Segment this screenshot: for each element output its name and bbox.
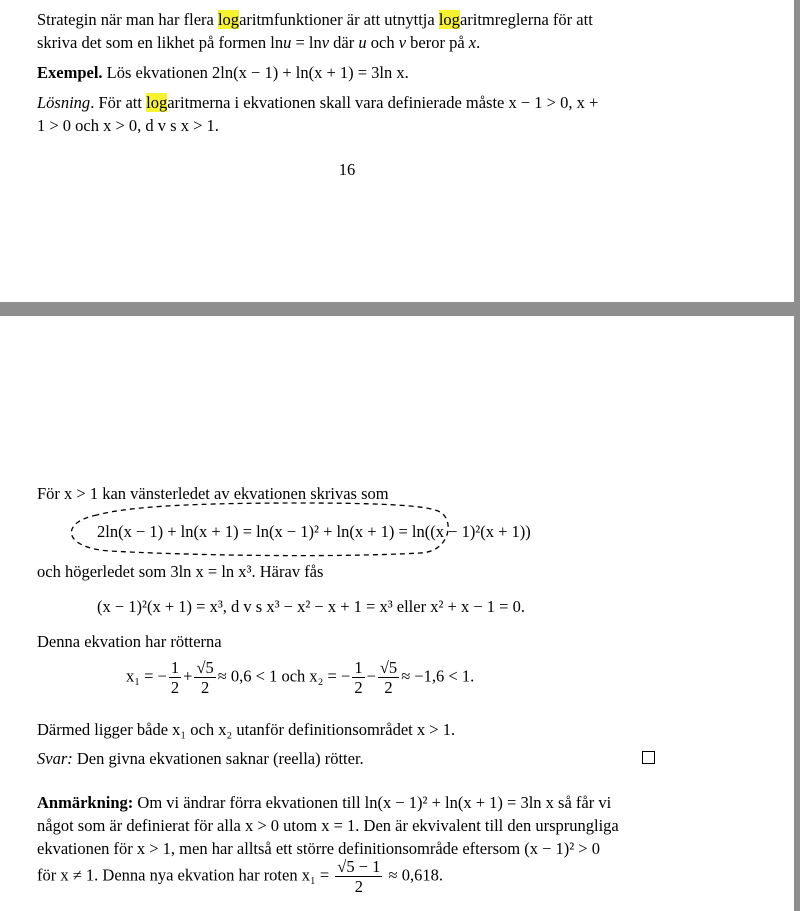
intro-line: För x > 1 kan vänsterledet av ekvationen skrivas som — [37, 484, 389, 503]
right-side-line: och högerledet som 3ln x = ln x³. Härav fås — [37, 562, 324, 581]
answer-line: Svar: Den givna ekvationen saknar (reella) rötter. — [37, 749, 364, 768]
example-statement: Exempel. Lös ekvationen 2ln(x − 1) + ln(x + 1) = 3ln x. — [37, 63, 409, 82]
roots-intro: Denna ekvation har rötterna — [37, 632, 222, 651]
remark-line3: ekvationen för x > 1, men har alltså ett större definitionsområde eftersom (x − 1)² > 0 — [37, 839, 600, 858]
fraction-sqrt5-half: $\frac{√5}{2}$ — [196, 658, 214, 697]
page-number: 16 — [338, 160, 356, 179]
equation-left-side: 2ln(x − 1) + ln(x + 1) = ln(x − 1)² + ln(x + 1) = ln((x − 1)²(x + 1)) — [97, 522, 531, 541]
fraction-one-half: $\frac{1}{2}$ — [170, 658, 180, 697]
fraction-sqrt5-half: $\frac{√5}{2}$ — [379, 658, 398, 697]
solution-line1: Lösning. För att logaritmerna i ekvationen skall vara definierade måste x − 1 > 0, x + — [37, 93, 599, 112]
fraction-golden-root: $\frac{√5 - 1}{2}$ — [337, 857, 381, 896]
equation-roots: x₁ = − $\frac{1}{2}$ + $\frac{√5}{2}$ ≈ 0,6 < 1 och x₂ = − $\frac{1}{2}$ − $\frac{√5}{2}$ ≈ −1,6 < 1. — [126, 658, 475, 697]
viewer-right-edge — [794, 0, 800, 911]
page-separator — [0, 302, 800, 316]
conclusion-line: Därmed ligger både x₁ och x₂ utanför definitionsområdet x > 1. — [37, 720, 456, 739]
paragraph-strategy-line1: Strategin när man har flera logaritmfunktioner är att utnyttja logaritmreglerna för att — [37, 10, 593, 29]
document-page-16 — [0, 0, 794, 302]
search-highlight: log — [438, 10, 460, 29]
equation-cubic: (x − 1)²(x + 1) = x³, d v s x³ − x² − x + 1 = x³ eller x² + x − 1 = 0. — [97, 597, 525, 616]
remark-line2: något som är definierat för alla x > 0 utom x = 1. Den är ekvivalent till den ursprungliga — [37, 816, 619, 835]
qed-box — [642, 751, 655, 764]
remark-line1: Anmärkning: Om vi ändrar förra ekvationen till ln(x − 1)² + ln(x + 1) = 3ln x så får vi — [37, 793, 612, 812]
fraction-one-half: $\frac{1}{2}$ — [354, 658, 363, 697]
remark-line4: för x ≠ 1. Denna nya ekvation har roten x₁ = $\frac{√5 - 1}{2}$ ≈ 0,618. — [37, 857, 443, 896]
paragraph-strategy-line2: skriva det som en likhet på formen lnu = lnv där u och v beror på x. — [37, 33, 481, 52]
solution-line2: 1 > 0 och x > 0, d v s x > 1. — [37, 116, 219, 135]
document-page-17 — [0, 316, 794, 911]
search-highlight: log — [217, 10, 240, 29]
search-highlight: log — [146, 93, 168, 112]
